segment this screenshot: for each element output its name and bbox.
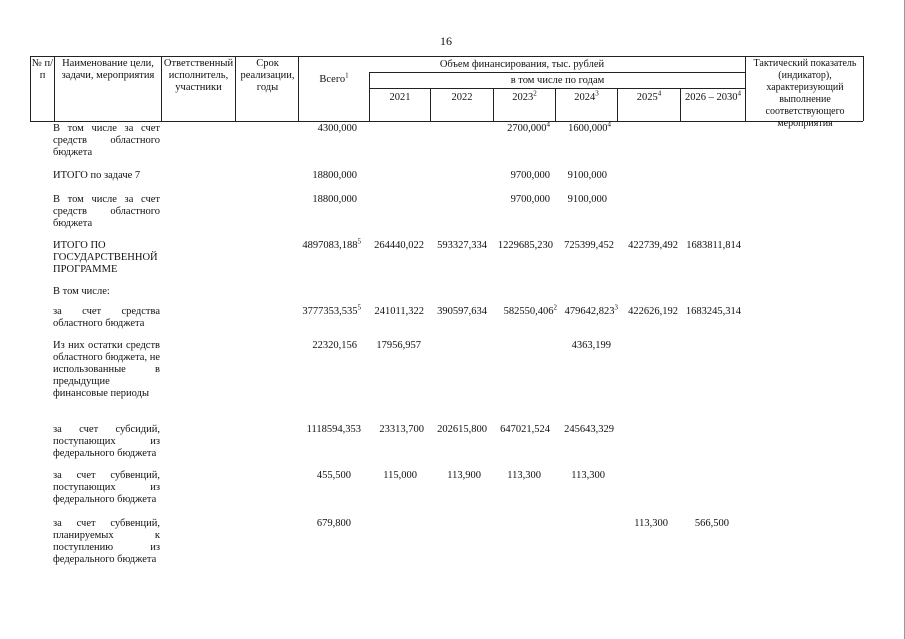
value: 113,300 [507, 470, 541, 481]
value: 1683811,814 [686, 240, 741, 251]
value: 582550,406 [503, 306, 554, 317]
cell-2026-2030 [695, 518, 729, 530]
value: 22320,156 [312, 340, 357, 351]
value: 9100,000 [567, 170, 607, 181]
header-year-2021 [370, 92, 430, 104]
header-name: Наименование цели, задачи, мероприятия [61, 58, 155, 81]
cell-2025 [628, 306, 678, 318]
header-indicator: Тактический показатель (индикатор), характеризующий выполнение соответствующего мероприятия [753, 58, 857, 129]
header-total-sup: 1 [345, 71, 349, 80]
cell-total [317, 518, 351, 530]
value: 18800,000 [312, 194, 357, 205]
year-sup: 4 [657, 89, 662, 98]
value: 4300,000 [317, 123, 357, 134]
cell-2024 [568, 120, 611, 135]
cell-2021 [375, 306, 425, 318]
value: 18800,000 [312, 170, 357, 181]
row-name: ИТОГО ПО ГОСУДАРСТВЕННОЙ ПРОГРАММЕ [53, 240, 158, 275]
value: 422739,492 [628, 240, 678, 251]
value: 17956,957 [376, 340, 421, 351]
value: 113,300 [571, 470, 605, 481]
cell-2023 [498, 240, 553, 252]
value: 679,800 [316, 518, 351, 529]
sup: 4 [546, 120, 550, 129]
col-line [863, 56, 864, 121]
cell-total [317, 470, 351, 482]
sup: 3 [614, 303, 618, 312]
cell-2025 [634, 518, 668, 530]
header-responsible: Ответственный исполнитель, участники [163, 58, 234, 93]
row-name: В том числе: [53, 286, 110, 297]
header-total-label: Всего [319, 74, 346, 85]
value: 9700,000 [510, 170, 550, 181]
cell-total [302, 237, 361, 252]
header-term: Срок реализации, годы [240, 58, 295, 93]
cell-2025 [628, 240, 678, 252]
cell-2023 [500, 424, 550, 436]
value: 113,300 [634, 518, 668, 529]
cell-2026-2030 [686, 240, 741, 252]
value: 725399,452 [564, 240, 614, 251]
header-top-line [30, 56, 863, 57]
header-line-volume [369, 72, 745, 73]
row-name: за счет средства областного бюджета [53, 306, 160, 329]
value: 23313,700 [379, 424, 424, 435]
value: 3777353,535 [302, 306, 358, 317]
cell-total [302, 303, 361, 318]
row-name: ИТОГО по задаче 7 [53, 170, 141, 181]
cell-2021 [379, 424, 424, 436]
header-total [299, 71, 369, 86]
value: 4897083,188 [302, 240, 358, 251]
value: 2700,000 [507, 123, 547, 134]
value: 422626,192 [628, 306, 678, 317]
sup: 2 [553, 303, 557, 312]
page-number: 16 [440, 34, 452, 48]
cell-2024 [568, 194, 607, 206]
value: 264440,022 [374, 240, 424, 251]
cell-2021 [376, 340, 421, 352]
value: 390597,634 [437, 306, 487, 317]
cell-2022 [437, 240, 487, 252]
cell-total [307, 424, 361, 436]
value: 1683245,314 [685, 306, 741, 317]
cell-2024 [568, 170, 607, 182]
sup: 4 [607, 120, 611, 129]
value: 9700,000 [510, 194, 550, 205]
year-sup: 2 [533, 89, 537, 98]
value: 647021,524 [500, 424, 550, 435]
value: 455,500 [316, 470, 351, 481]
col-line [235, 56, 236, 121]
value: 1600,000 [568, 123, 608, 134]
cell-2022 [437, 424, 487, 436]
header-year-2022 [431, 92, 493, 104]
col-line [54, 56, 55, 121]
value: 566,500 [694, 518, 729, 529]
cell-2023 [507, 120, 550, 135]
value: 241011,322 [374, 306, 424, 317]
row-name: В том числе за счет средств областного бюджета [53, 194, 160, 229]
cell-total [312, 340, 357, 352]
cell-2022 [437, 306, 487, 318]
value: 1118594,353 [306, 424, 361, 435]
header-year-2026-2030 [681, 89, 745, 104]
cell-2024 [571, 470, 605, 482]
value: 245643,329 [564, 424, 614, 435]
cell-2023 [503, 303, 557, 318]
cell-total [312, 170, 357, 182]
row-name: В том числе за счет средств областного бюджета [53, 123, 160, 158]
header-bottom-line [30, 121, 863, 122]
sup: 5 [357, 237, 361, 246]
cell-2023 [511, 194, 550, 206]
cell-2023 [507, 470, 541, 482]
year-sup: 4 [737, 89, 741, 98]
row-name: за счет субвенций, планируемых к поступлению из федерального бюджета [53, 518, 160, 565]
value: 202615,800 [437, 424, 487, 435]
cell-total [312, 194, 357, 206]
header-year-2023 [494, 89, 555, 104]
col-line [745, 56, 746, 121]
year-sup: 3 [595, 89, 599, 98]
cell-2021 [374, 240, 424, 252]
year-label: 2022 [451, 92, 473, 103]
value: 1229685,230 [497, 240, 553, 251]
cell-2022 [447, 470, 481, 482]
year-label: 2023 [512, 92, 534, 103]
header-no: № п/п [31, 58, 54, 81]
cell-2021 [383, 470, 417, 482]
year-label: 2021 [389, 92, 411, 103]
value: 9100,000 [567, 194, 607, 205]
cell-2024 [564, 240, 614, 252]
header-year-2025 [618, 89, 680, 104]
value: 479642,823 [564, 306, 615, 317]
year-label: 2024 [574, 92, 596, 103]
header-by-years: в том числе по годам [510, 75, 605, 86]
cell-2024 [564, 424, 614, 436]
year-label: 2025 [636, 92, 658, 103]
cell-2026-2030 [686, 306, 741, 318]
value: 593327,334 [437, 240, 487, 251]
header-volume: Объем финансирования, тыс. рублей [439, 59, 605, 70]
row-name: за счет субсидий, поступающих из федерального бюджета [53, 424, 160, 459]
sup: 5 [357, 303, 361, 312]
row-name: Из них остатки средств областного бюджета, не использованные в предыдущие финансовые периоды [53, 340, 160, 399]
row-name: за счет субвенций, поступающих из федерального бюджета [53, 470, 160, 505]
header-year-2024 [556, 89, 617, 104]
cell-total [318, 123, 357, 135]
year-label: 2026 – 2030 [685, 92, 738, 103]
value: 113,900 [447, 470, 481, 481]
header-line-years [369, 88, 745, 89]
cell-2024 [572, 340, 611, 352]
cell-2024 [564, 303, 618, 318]
value: 115,000 [383, 470, 417, 481]
cell-2023 [511, 170, 550, 182]
value: 4363,199 [571, 340, 611, 351]
